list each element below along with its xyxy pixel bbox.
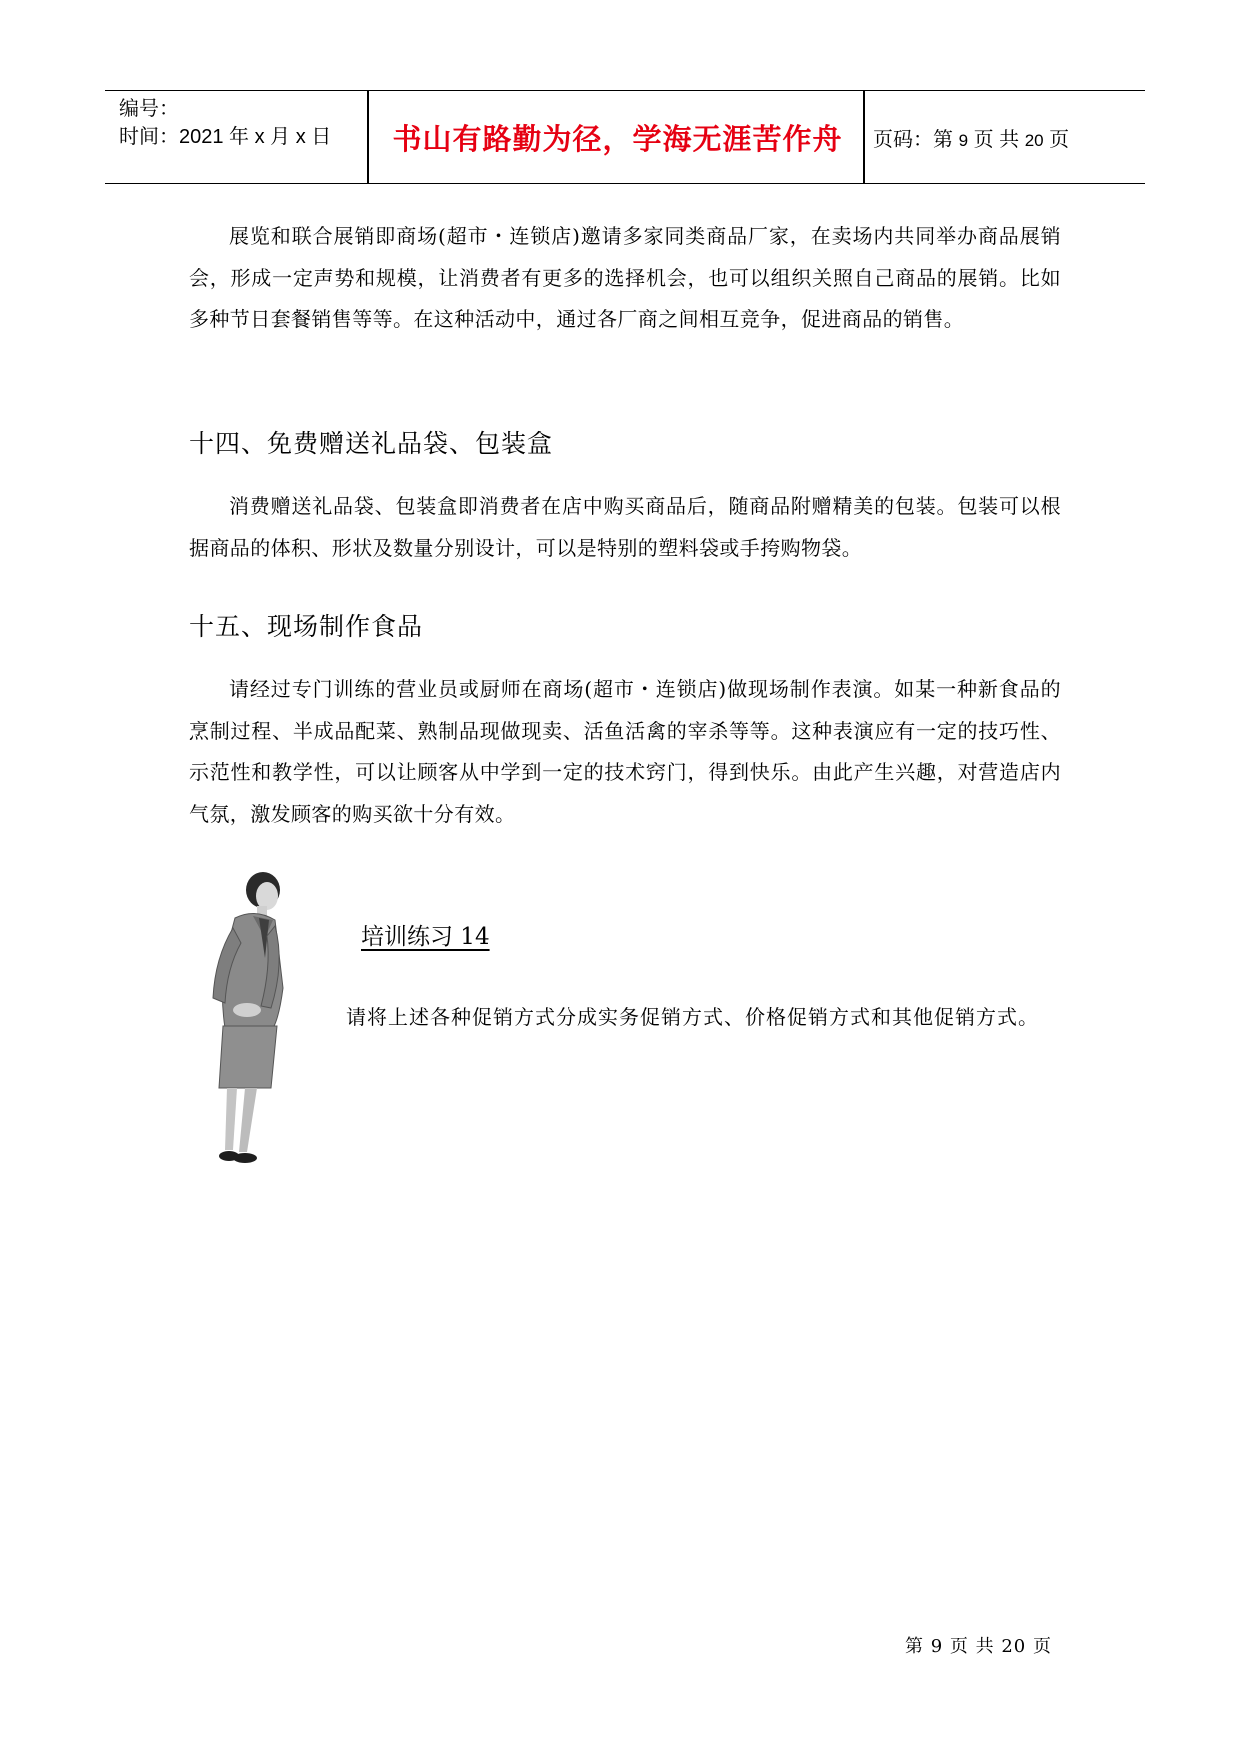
header-page-prefix: 页码：第 — [873, 129, 959, 151]
header-page-suffix: 页 — [1043, 129, 1070, 151]
paragraph-live-cooking — [189, 669, 1061, 835]
page-header — [105, 90, 1145, 184]
header-info — [119, 95, 331, 151]
header-page-mid: 页 共 — [968, 129, 1025, 151]
header-divider-right — [863, 91, 865, 183]
header-number-label: 编号： — [119, 98, 179, 120]
practice-instruction-text: 请将上述各种促销方式分成实务促销方式、价格促销方式和其他促销方式。 — [346, 1005, 1039, 1029]
bowing-woman-icon — [185, 868, 295, 1168]
paragraph-gift-bags — [189, 486, 1061, 569]
header-motto: 书山有路勤为径，学海无涯苦作舟 — [392, 122, 843, 156]
section-heading-15: 十五、现场制作食品 — [189, 612, 424, 641]
page-footer: 第 9 页 共 20 页 — [905, 1636, 1052, 1657]
header-divider-left — [367, 91, 369, 183]
header-page-total: 20 — [1024, 131, 1044, 150]
header-page-info — [873, 123, 1069, 152]
section-heading-14: 十四、免费赠送礼品袋、包装盒 — [189, 429, 554, 458]
paragraph-exhibition — [189, 216, 1061, 341]
paragraph-exhibition-text: 展览和联合展销即商场(超市・连锁店)邀请多家同类商品厂家，在卖场内共同举办商品展销会，形成一定声势和规模，让消费者有更多的选择机会，也可以组织关照自己商品的展销。比如多种节日套餐销售等等。在这种活动中，通过各厂商之间相互竞争，促进商品的销售。 — [189, 224, 1061, 331]
practice-title: 培训练习 14 — [361, 924, 490, 950]
practice-instruction — [306, 996, 1058, 1039]
paragraph-gift-bags-text: 消费赠送礼品袋、包装盒即消费者在店中购买商品后，随商品附赠精美的包装。包装可以根据商品的体积、形状及数量分别设计，可以是特别的塑料袋或手挎购物袋。 — [189, 494, 1061, 560]
header-page-current: 9 — [958, 131, 969, 150]
header-date: 时间：2021 年 x 月 x 日 — [119, 126, 332, 148]
paragraph-live-cooking-text: 请经过专门训练的营业员或厨师在商场(超市・连锁店)做现场制作表演。如某一种新食品的烹制过程、半成品配菜、熟制品现做现卖、活鱼活禽的宰杀等等。这种表演应有一定的技巧性、示范性和教学性，可以让顾客从中学到一定的技术窍门，得到快乐。由此产生兴趣，对营造店内气氛，激发顾客的购买欲十分有效。 — [189, 677, 1061, 826]
